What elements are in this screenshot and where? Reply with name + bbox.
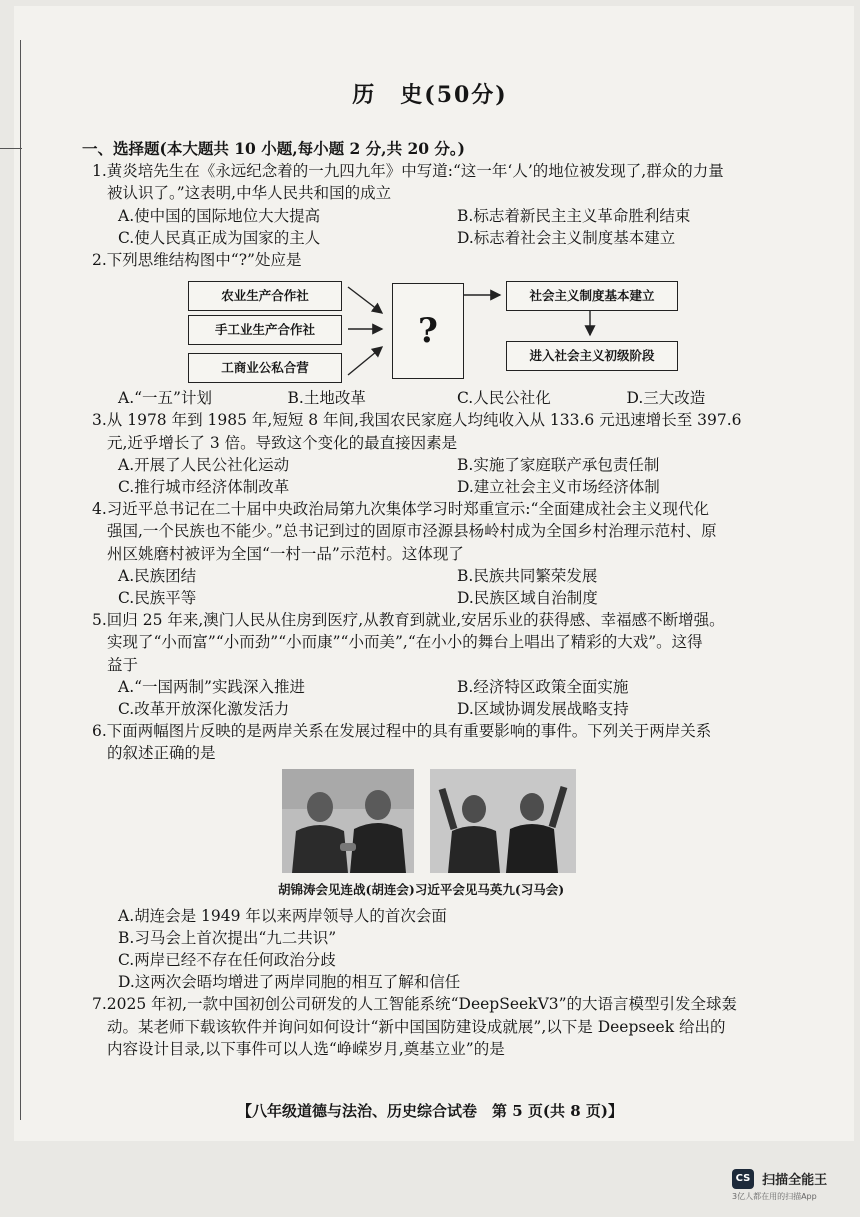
watermark-name: 扫描全能王 [762,1173,828,1188]
photo-pair [92,769,796,903]
options-row [92,676,796,698]
question-mark-box: ? [392,283,464,379]
options-row [92,476,796,498]
input-box: 农业生产合作社 [188,281,342,311]
option-a: A.“一国两制”实践深入推进 [118,677,305,696]
question-text: 4.习近平总书记在二十届中央政治局第九次集体学习时郑重宣示:“全面建成社会主义现代化 [92,500,709,519]
question-2 [92,249,796,409]
option-b: B.习马会上首次提出“九二共识” [118,928,337,947]
page-title: 历 史(50分) [352,82,508,108]
question-text: 5.回归 25 年来,澳门人民从住房到医疗,从教育到就业,安居乐业的获得感、幸福感不断增强。 [92,611,725,630]
photo-xi-ma-meeting [430,769,576,873]
input-box: 工商业公私合营 [188,353,342,383]
question-text: 2.下列思维结构图中“?”处应是 [92,251,302,270]
section-heading: 一、选择题(本大题共 10 小题,每小题 2 分,共 20 分。) [82,139,466,158]
photo-caption: 胡锦涛会见连战(胡连会)习近平会见马英九(习马会) [278,881,565,897]
question-text: 被认识了。”这表明,中华人民共和国的成立 [107,184,392,203]
options-row [92,454,796,476]
option-c: C.推行城市经济体制改革 [118,478,290,497]
option-c: C.改革开放深化激发活力 [118,700,290,719]
arrow [348,287,382,313]
option-d: D.民族区域自治制度 [457,589,598,608]
camscanner-logo-icon: CS [732,1169,754,1189]
option-d: D.这两次会晤均增进了两岸同胞的相互了解和信任 [118,973,461,992]
option-d: D.区域协调发展战略支持 [457,700,629,719]
option-c: C.使人民真正成为国家的主人 [118,228,321,247]
option-a: A.“一五”计划 [118,389,212,408]
watermark-tagline: 3亿人都在用的扫描App [732,1191,817,1201]
question-7 [92,993,796,1060]
question-text: 益于 [107,655,139,674]
question-3 [92,409,796,498]
question-text: 1.黄炎培先生在《永远纪念着的一九四九年》中写道:“这一年‘人’的地位被发现了,群众的力量 [92,162,724,181]
arrow [348,347,382,375]
scanner-watermark [732,1168,840,1202]
option-b: B.土地改革 [287,389,366,408]
question-text: 实现了“小而富”“小而劲”“小而康”“小而美”,“在小小的舞台上唱出了精彩的大戏”。这得 [107,633,703,652]
question-text: 7.2025 年初,一款中国初创公司研发的人工智能系统“DeepSeekV3”的大语言模型引发全球轰 [92,995,738,1014]
exam-content [82,138,796,1060]
option-b: B.实施了家庭联产承包责任制 [457,455,660,474]
option-b: B.民族共同繁荣发展 [457,566,598,585]
option-a: A.胡连会是 1949 年以来两岸领导人的首次会面 [118,906,447,925]
options-row [92,227,796,249]
option-b: B.标志着新民主主义革命胜利结束 [457,206,691,225]
options-row [92,565,796,587]
option-d: D.建立社会主义市场经济体制 [457,478,660,497]
question-6 [92,720,796,993]
option-c: C.民族平等 [118,589,197,608]
question-text: 动。某老师下载该软件并询问如何设计“新中国国防建设成就展”,以下是 Deepseek 给出的 [107,1017,726,1036]
page-footer: 【八年级道德与法治、历史综合试卷 第 5 页(共 8 页)】 [237,1102,623,1120]
structure-diagram [92,275,796,407]
photo-hu-lian-meeting [282,769,414,873]
question-text: 强国,一个民族也不能少。”总书记到过的固原市泾源县杨岭村成为全国乡村治理示范村、原 [107,522,717,541]
question-text: 3.从 1978 年到 1985 年,短短 8 年间,我国农民家庭人均纯收入从 133.6 元迅速增长至 397.6 [92,411,742,430]
question-text: 的叙述正确的是 [107,744,216,763]
option-b: B.经济特区政策全面实施 [457,677,629,696]
question-4 [92,498,796,609]
options-row [92,587,796,609]
question-text: 内容设计目录,以下事件可以人选“峥嵘岁月,奠基立业”的是 [107,1039,505,1058]
input-box: 手工业生产合作社 [188,315,342,345]
photo-image [430,769,576,873]
photo-image [282,769,414,873]
question-text: 州区姚磨村被评为全国“一村一品”示范村。这体现了 [107,544,464,563]
question-text: 元,近乎增长了 3 倍。导致这个变化的最直接因素是 [107,433,458,452]
question-5 [92,609,796,720]
options-row [92,698,796,720]
options-row [92,205,796,227]
option-a: A.开展了人民公社化运动 [118,455,290,474]
option-a: A.使中国的国际地位大大提高 [118,206,321,225]
binding-line [20,40,21,1120]
question-text: 6.下面两幅图片反映的是两岸关系在发展过程中的具有重要影响的事件。下列关于两岸关系 [92,722,712,741]
margin-tick [0,148,22,149]
result-box: 进入社会主义初级阶段 [506,341,678,371]
question-1 [92,160,796,249]
option-d: D.标志着社会主义制度基本建立 [457,228,676,247]
result-box: 社会主义制度基本建立 [506,281,678,311]
option-d: D.三大改造 [626,389,706,408]
option-a: A.民族团结 [118,566,197,585]
option-c: C.两岸已经不存在任何政治分歧 [118,951,336,970]
option-c: C.人民公社化 [457,389,551,408]
